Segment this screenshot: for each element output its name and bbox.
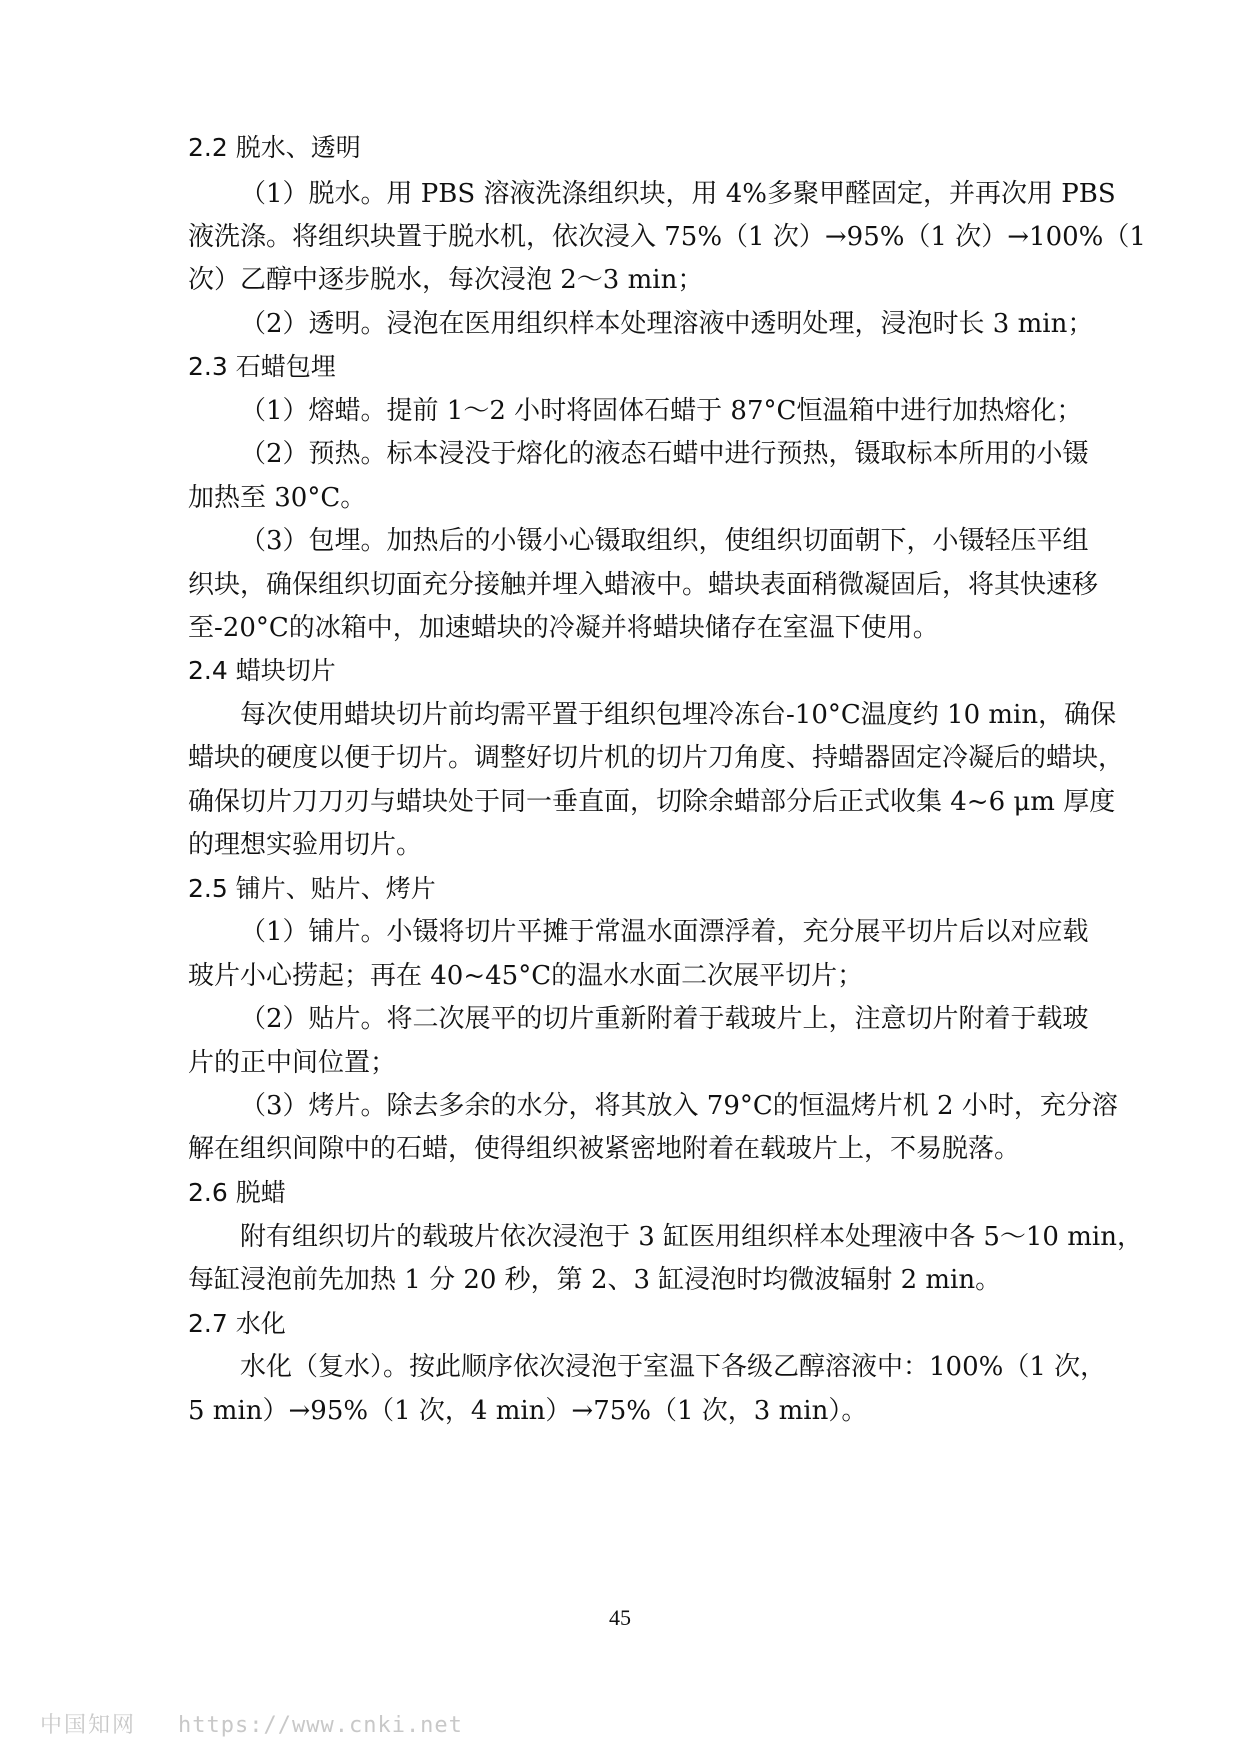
watermark-url: https://www.cnki.net — [178, 1713, 463, 1738]
paragraph-line: 每次使用蜡块切片前均需平置于组织包埋冷冻台-10°C温度约 10 min，确保 — [240, 700, 1117, 730]
paragraph-line: 至-20°C的冰箱中，加速蜡块的冷凝并将蜡块储存在室温下使用。 — [188, 613, 939, 643]
paragraph-line: （2）预热。标本浸没于熔化的液态石蜡中进行预热，镊取标本所用的小镊 — [240, 439, 1089, 469]
paragraph-line: 的理想实验用切片。 — [188, 830, 423, 860]
paragraph-line: 水化（复水）。按此顺序依次浸泡于室温下各级乙醇溶液中：100%（1 次， — [240, 1352, 1107, 1382]
paragraph-line: 织块，确保组织切面充分接触并埋入蜡液中。蜡块表面稍微凝固后，将其快速移 — [188, 570, 1099, 600]
paragraph-line: 片的正中间位置； — [188, 1048, 397, 1078]
paragraph-line: 玻片小心捞起；再在 40~45°C的温水水面二次展平切片； — [188, 961, 864, 991]
page-number: 45 — [609, 1605, 631, 1630]
paragraph-line: （1）熔蜡。提前 1～2 小时将固体石蜡于 87°C恒温箱中进行加热熔化； — [240, 396, 1083, 426]
paragraph-line: （2）贴片。将二次展平的切片重新附着于载玻片上，注意切片附着于载玻 — [240, 1004, 1089, 1034]
paragraph-line: 5 min）→95%（1 次，4 min）→75%（1 次，3 min）。 — [188, 1396, 868, 1426]
watermark-footer — [40, 1712, 463, 1740]
section-heading-2-7: 2.7 水化 — [188, 1309, 286, 1338]
paragraph-line: 蜡块的硬度以便于切片。调整好切片机的切片刀角度、持蜡器固定冷凝后的蜡块， — [188, 743, 1125, 773]
watermark-brand: 中国知网 — [40, 1713, 137, 1738]
paragraph-line: 确保切片刀刀刃与蜡块处于同一垂直面，切除余蜡部分后正式收集 4~6 μm 厚度 — [188, 787, 1116, 817]
section-heading-2-3: 2.3 石蜡包埋 — [188, 352, 336, 381]
section-heading-2-6: 2.6 脱蜡 — [188, 1178, 286, 1207]
paragraph-line: 每缸浸泡前先加热 1 分 20 秒，第 2、3 缸浸泡时均微波辐射 2 min。 — [188, 1265, 1002, 1295]
paragraph-line: 次）乙醇中逐步脱水，每次浸泡 2～3 min； — [188, 265, 704, 295]
section-heading-2-5: 2.5 铺片、贴片、烤片 — [188, 874, 436, 903]
paragraph-line: 液洗涤。将组织块置于脱水机，依次浸入 75%（1 次）→95%（1 次）→100%（1 — [188, 222, 1146, 252]
section-heading-2-2: 2.2 脱水、透明 — [188, 133, 361, 162]
paragraph-line: （1）脱水。用 PBS 溶液洗涤组织块，用 4%多聚甲醛固定，并再次用 PBS — [240, 179, 1116, 209]
paragraph-line: （3）包埋。加热后的小镊小心镊取组织，使组织切面朝下，小镊轻压平组 — [240, 526, 1089, 556]
paragraph-line: （2）透明。浸泡在医用组织样本处理溶液中透明处理，浸泡时长 3 min； — [240, 309, 1094, 339]
paragraph-line: （3）烤片。除去多余的水分，将其放入 79°C的恒温烤片机 2 小时，充分溶 — [240, 1091, 1118, 1121]
paragraph-line: 解在组织间隙中的石蜡，使得组织被紧密地附着在载玻片上，不易脱落。 — [188, 1134, 1021, 1164]
paragraph-line: （1）铺片。小镊将切片平摊于常温水面漂浮着，充分展平切片后以对应载 — [240, 917, 1089, 947]
section-heading-2-4: 2.4 蜡块切片 — [188, 656, 336, 685]
paragraph-line: 附有组织切片的载玻片依次浸泡于 3 缸医用组织样本处理液中各 5～10 min， — [240, 1222, 1143, 1252]
paragraph-line: 加热至 30°C。 — [188, 483, 367, 513]
